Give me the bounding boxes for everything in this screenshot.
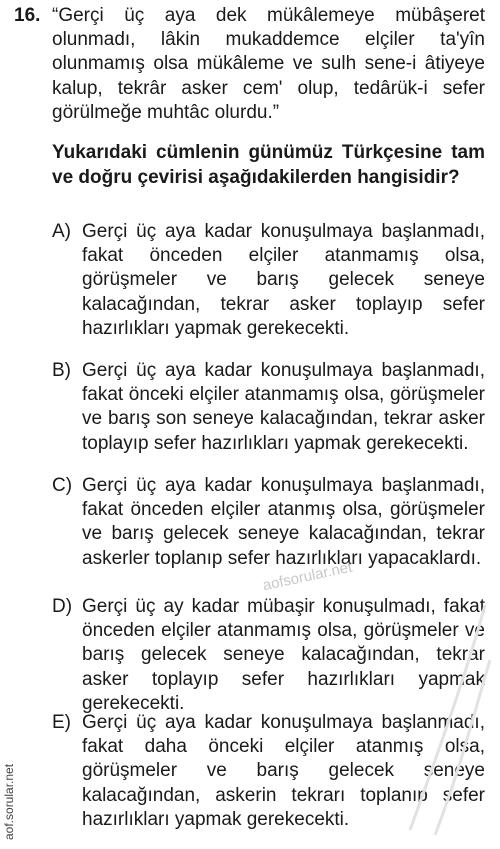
question-number: 16.: [14, 5, 41, 26]
watermark-text: aofsorular.net: [261, 558, 354, 595]
option-text: Gerçi üç aya kadar konuşulmaya başlanmadı, fakat önceden elçiler atanmış olsa, görüşmeler ve barış gelecek seneye kalacağından, tekrar askerler toplanıp sefer hazırlıkları yapacaklardı.: [82, 475, 485, 569]
watermark-stroke: [390, 600, 495, 840]
option-letter: A): [52, 221, 71, 242]
option-a[interactable]: [52, 220, 485, 341]
option-text: Gerçi üç aya kadar konuşulmaya başlanmadı, fakat önceki elçiler atanmamış olsa, görüşmeler ve barış son seneye kalacağından, tekrar asker toplayıp sefer hazırlıkları yapmak gerekecekti.: [82, 360, 485, 454]
option-c[interactable]: [52, 474, 485, 571]
option-b[interactable]: [52, 359, 485, 456]
option-text: Gerçi üç aya kadar konuşulmaya başlanmadı, fakat daha önceki elçiler atanmış olsa, görüşmeler ve barış gelecek seneye kalacağından, askerin tekrarı toplanıp sefer hazırlıkları yapmak gerekecekti.: [82, 712, 485, 830]
option-letter: E): [52, 712, 71, 733]
question-stem: Yukarıdaki cümlenin günümüz Türkçesine tam ve doğru çevirisi aşağıdakilerden hangisidir?: [52, 142, 485, 188]
option-text: Gerçi üç ay kadar mübaşir konuşulmadı, fakat önceden elçiler atanmamış olsa, görüşmeler ve barış gelecek seneye kalacağından, tekrar asker toplayıp sefer hazırlıkları yapmak gerekecekti.: [82, 596, 485, 714]
question-quote: “Gerçi üç aya dek mükâlemeye mübâşeret olunmadı, lâkin mukaddemce elçiler ta'yîn olunmamış olsa mükâleme ve sulh sene-i âtiyeye kalup, tekrâr asker cem' olup, tedârük-i sefer görülmeğe muhtâc olurdu.”: [52, 5, 485, 123]
side-url: aof.sorular.net: [2, 763, 16, 840]
option-text: Gerçi üç aya kadar konuşulmaya başlanmadı, fakat önceden elçiler atanmamış olsa, görüşmeler ve barış gelecek seneye kalacağından, tekrar asker toplayıp sefer hazırlıkları yapmak gerekecekti.: [82, 221, 485, 339]
option-letter: D): [52, 596, 73, 617]
option-letter: B): [52, 360, 71, 381]
option-letter: C): [52, 475, 73, 496]
